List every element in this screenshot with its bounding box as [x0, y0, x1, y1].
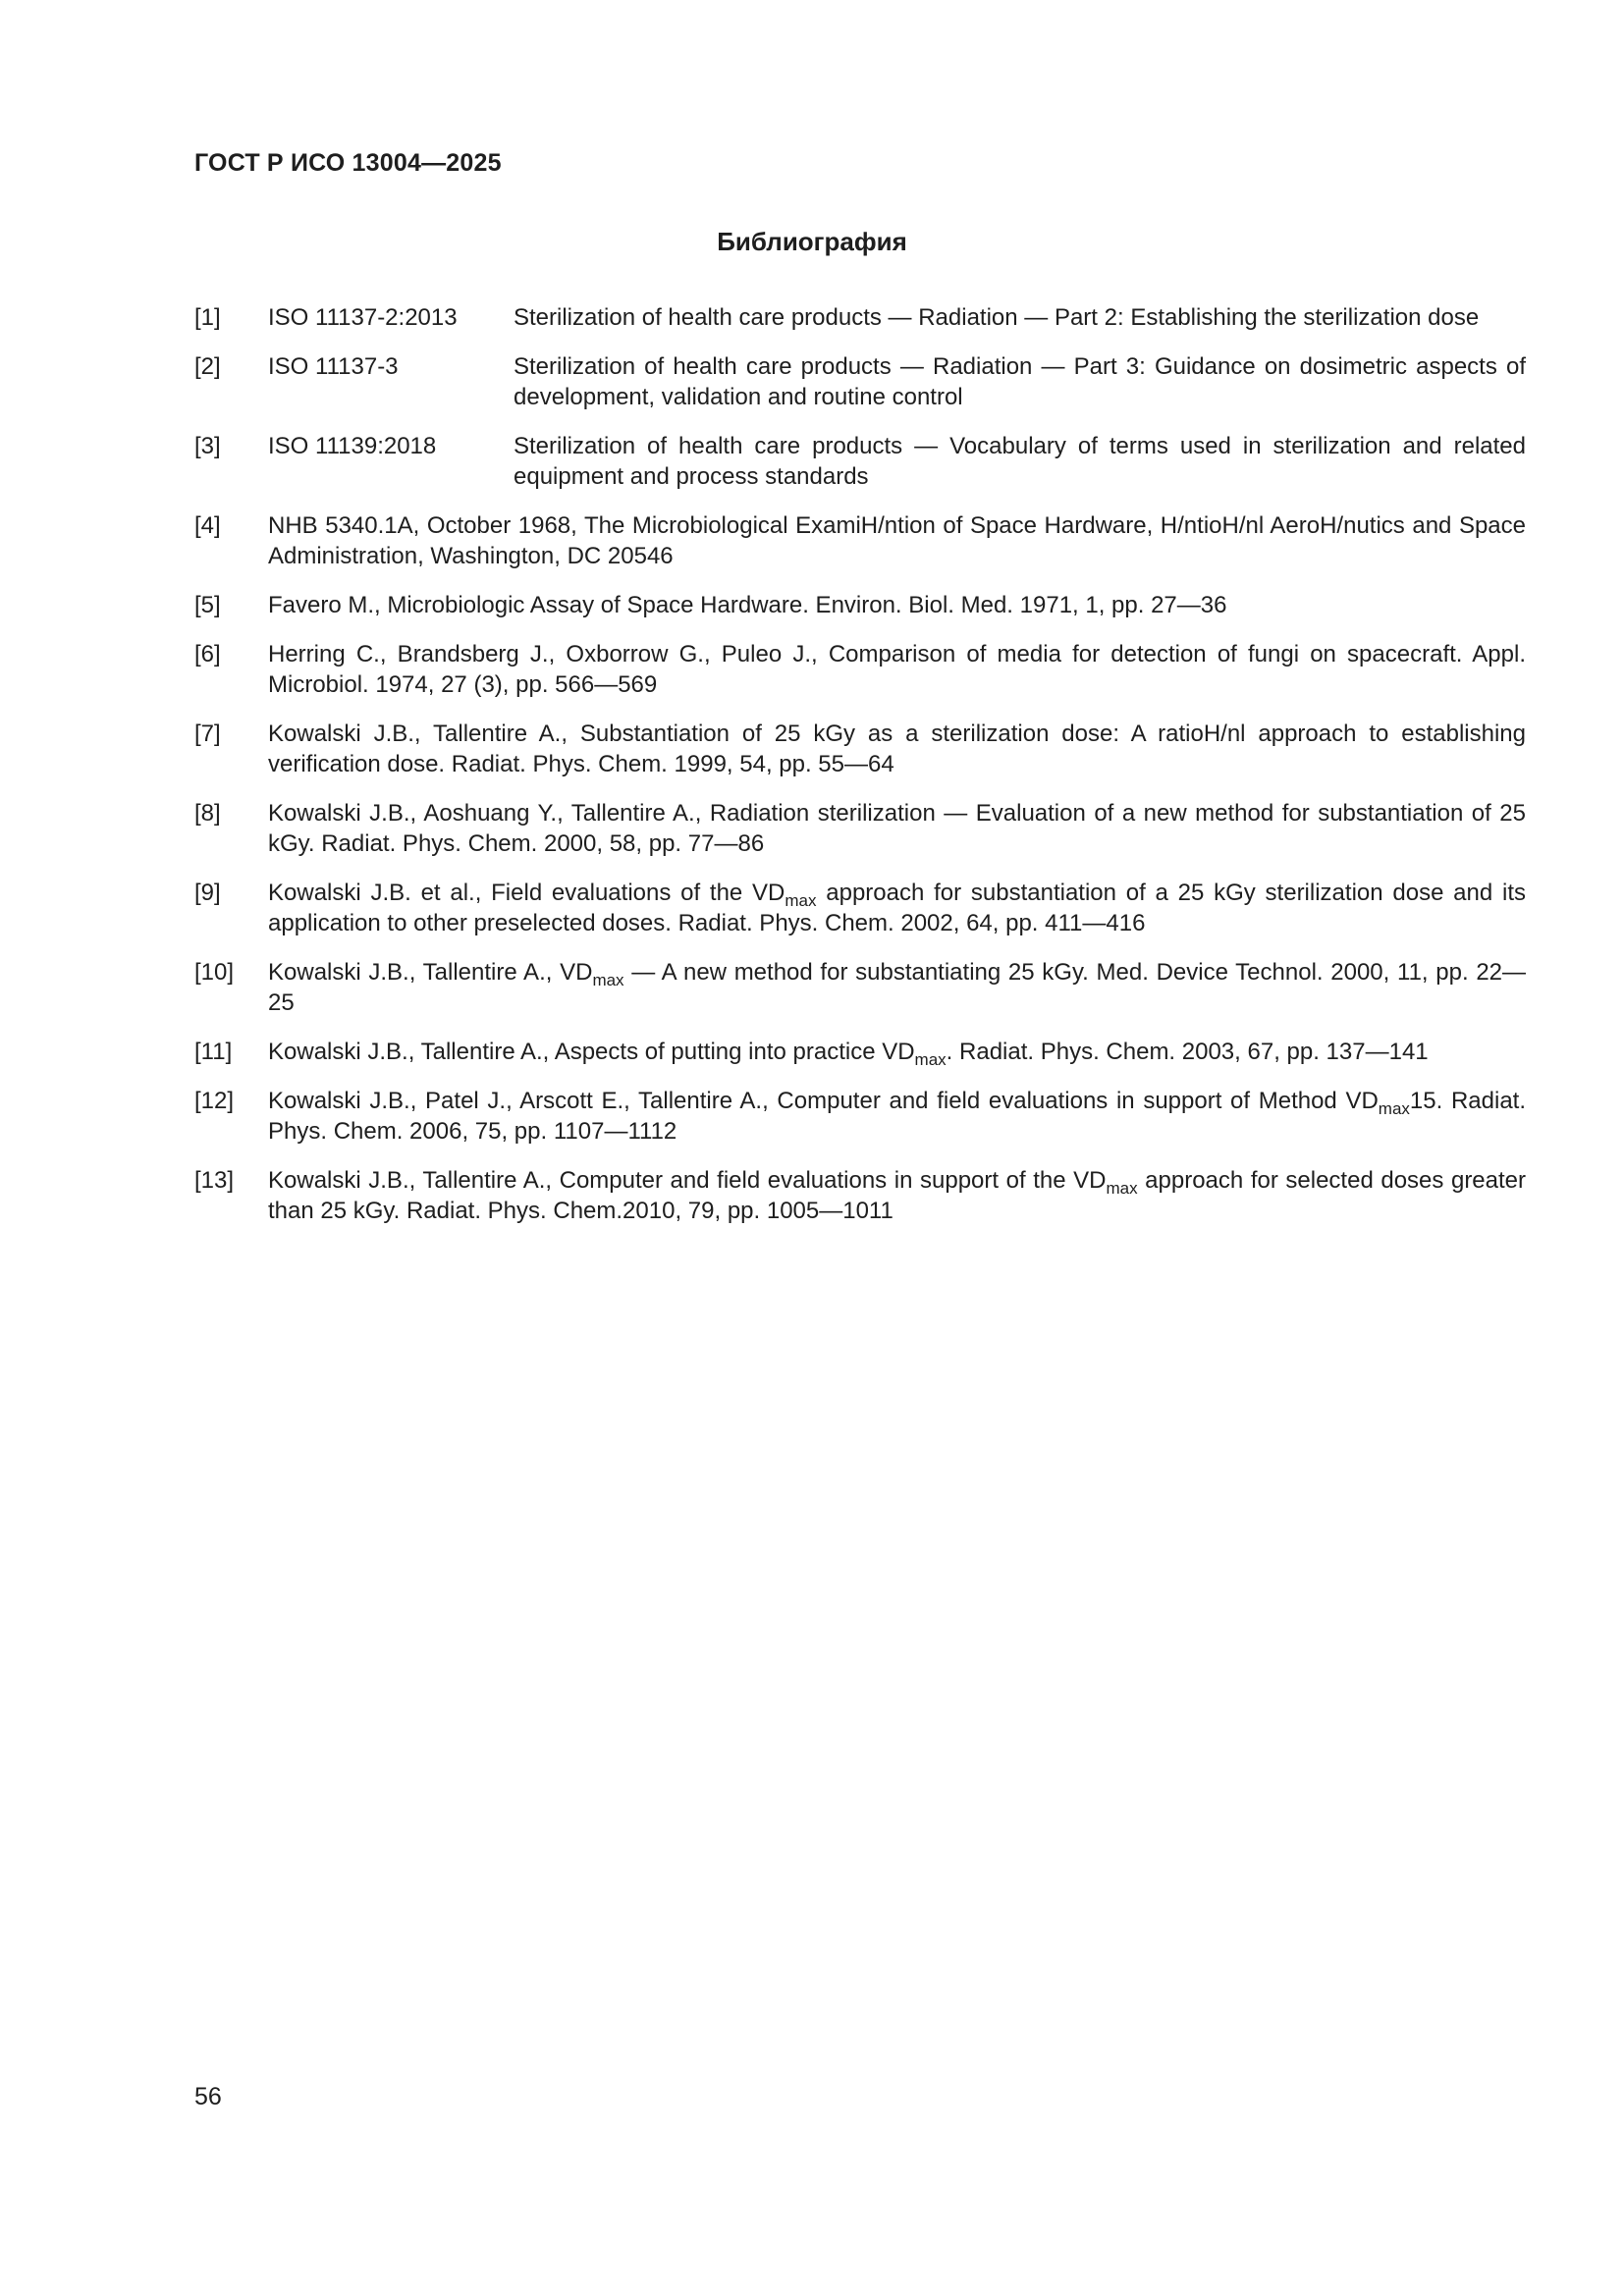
bibliography-entry: [194, 510, 1526, 571]
entry-text-segment: NHB 5340.1A, October 1968, The Microbiological ExamiН/ntion of Space Hardware, Н/ntioН/nl AeroН/nutics and Space Administration, Washington, DC 20546: [268, 512, 1526, 569]
subscript-text: max: [1378, 1099, 1410, 1118]
entry-text: [268, 798, 1526, 859]
entry-number: [12]: [194, 1088, 235, 1114]
entry-number: [6]: [194, 641, 221, 667]
bibliography-entry: [194, 431, 1526, 492]
entry-text: [268, 590, 1526, 620]
entry-text-segment: approach for substantiation of a 25 kGy sterilization dose and its application to other preselected doses. Radiat. Phys. Chem. 2002, 64, pp. 411—416: [268, 880, 1526, 936]
document-header: ГОСТ Р ИСО 13004—2025: [194, 149, 502, 177]
bibliography-entry: [194, 639, 1526, 700]
entry-text-segment: Kowalski J.B. et al., Field evaluations of the VD: [268, 880, 785, 906]
bibliography-list: [194, 302, 1526, 1245]
entry-number: [3]: [194, 433, 221, 459]
bibliography-entry: [194, 302, 1526, 333]
entry-text-segment: Kowalski J.B., Tallentire A., VD: [268, 959, 593, 986]
bibliography-entry: [194, 351, 1526, 412]
entry-text: [268, 510, 1526, 571]
bibliography-entry: [194, 1037, 1526, 1067]
entry-text-segment: . Radiat. Phys. Chem. 2003, 67, pp. 137—141: [946, 1039, 1429, 1065]
entry-number: [9]: [194, 880, 221, 906]
bibliography-entry: [194, 798, 1526, 859]
entry-number: [5]: [194, 592, 221, 618]
bibliography-entry: [194, 878, 1526, 938]
entry-text-segment: Kowalski J.B., Aoshuang Y., Tallentire A., Radiation sterilization — Evaluation of a new method for substantiation of 25 kGy. Radiat. Phys. Chem. 2000, 58, pp. 77—86: [268, 800, 1526, 857]
entry-text-segment: Sterilization of health care products — Radiation — Part 2: Establishing the sterilization dose: [514, 304, 1480, 331]
entry-standard-code: ISO 11137-2:2013: [268, 304, 458, 331]
entry-text-segment: Kowalski J.B., Tallentire A., Substantiation of 25 kGy as a sterilization dose: A ratioН/nl approach to establishing verification dose. Radiat. Phys. Chem. 1999, 54, pp. 55—64: [268, 721, 1526, 777]
entry-number: [11]: [194, 1039, 233, 1065]
page-number: 56: [194, 2083, 222, 2110]
entry-standard-code: ISO 11137-3: [268, 353, 399, 380]
entry-number: [7]: [194, 721, 221, 747]
entry-text: [268, 1037, 1526, 1067]
bibliography-entry: [194, 719, 1526, 779]
entry-text: [268, 957, 1526, 1018]
entry-text-segment: Kowalski J.B., Patel J., Arscott E., Tallentire A., Computer and field evaluations in support of Method VD: [268, 1088, 1379, 1114]
entry-text: [514, 302, 1526, 333]
entry-number: [4]: [194, 512, 221, 539]
entry-text-segment: Sterilization of health care products — Radiation — Part 3: Guidance on dosimetric aspects of development, validation and routine control: [514, 353, 1526, 410]
entry-text-segment: Kowalski J.B., Tallentire A., Aspects of putting into practice VD: [268, 1039, 915, 1065]
entry-text-segment: Favero M., Microbiologic Assay of Space Hardware. Environ. Biol. Med. 1971, 1, pp. 27—36: [268, 592, 1227, 618]
section-title: Библиография: [717, 227, 907, 256]
entry-text-segment: 15. Radiat. Phys. Chem. 2006, 75, pp. 1107—1112: [268, 1088, 1526, 1145]
entry-number: [1]: [194, 304, 221, 331]
entry-text-segment: Herring C., Brandsberg J., Oxborrow G., Puleo J., Comparison of media for detection of fungi on spacecraft. Appl. Microbiol. 1974, 27 (3), pp. 566—569: [268, 641, 1526, 698]
entry-text: [268, 1086, 1526, 1147]
entry-text: [268, 719, 1526, 779]
entry-number: [2]: [194, 353, 221, 380]
entry-text: [514, 431, 1526, 492]
entry-text: [268, 878, 1526, 938]
bibliography-entry: [194, 1086, 1526, 1147]
entry-text: [268, 1165, 1526, 1226]
entry-text-segment: — A new method for substantiating 25 kGy. Med. Device Technol. 2000, 11, pp. 22—25: [268, 959, 1527, 1016]
entry-number: [13]: [194, 1167, 235, 1194]
bibliography-entry: [194, 957, 1526, 1018]
subscript-text: max: [785, 891, 817, 910]
entry-text-segment: approach for selected doses greater than 25 kGy. Radiat. Phys. Chem.2010, 79, pp. 1005—1011: [268, 1167, 1527, 1224]
entry-text: [268, 639, 1526, 700]
entry-text: [514, 351, 1526, 412]
subscript-text: max: [914, 1050, 947, 1069]
subscript-text: max: [1106, 1179, 1138, 1198]
entry-text-segment: Kowalski J.B., Tallentire A., Computer and field evaluations in support of the VD: [268, 1167, 1107, 1194]
bibliography-entry: [194, 1165, 1526, 1226]
entry-text-segment: Sterilization of health care products — Vocabulary of terms used in sterilization and related equipment and process standards: [514, 433, 1526, 490]
entry-standard-code: ISO 11139:2018: [268, 433, 437, 459]
entry-number: [10]: [194, 959, 235, 986]
entry-number: [8]: [194, 800, 221, 827]
subscript-text: max: [592, 971, 624, 989]
bibliography-entry: [194, 590, 1526, 620]
